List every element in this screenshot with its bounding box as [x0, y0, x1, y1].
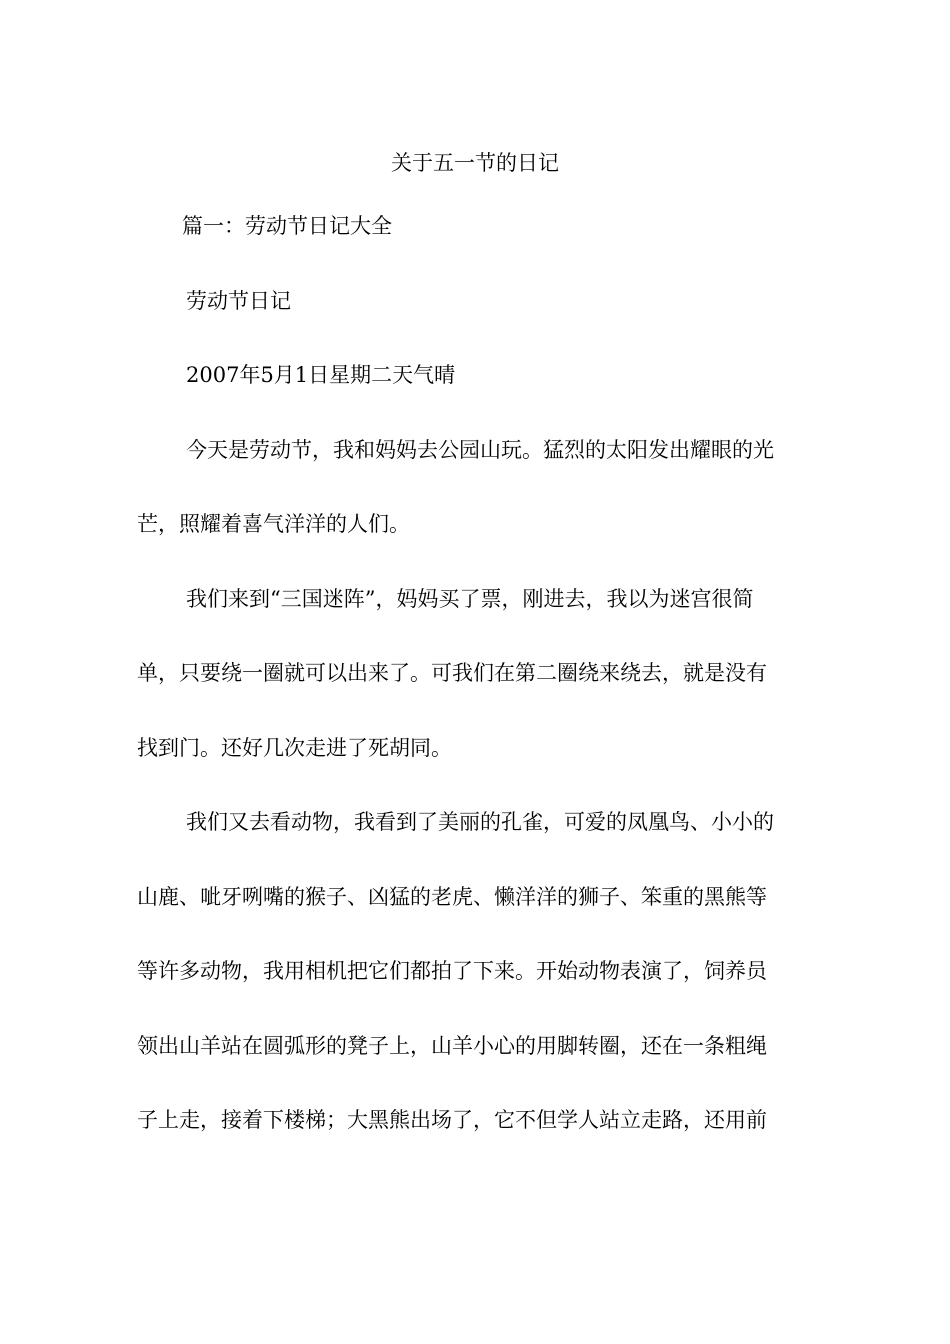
document-title: 关于五一节的日记 — [391, 151, 559, 175]
body-line: 等许多动物，我用相机把它们都拍了下来。开始动物表演了，饲养员 — [137, 959, 767, 983]
body-line: 领出山羊站在圆弧形的凳子上，山羊小心的用脚转圈，还在一条粗绳 — [137, 1034, 767, 1058]
body-line: 芒，照耀着喜气洋洋的人们。 — [137, 512, 410, 536]
body-line: 单，只要绕一圈就可以出来了。可我们在第二圈绕来绕去，就是没有 — [137, 661, 767, 685]
body-line: 我们来到“三国迷阵”，妈妈买了票，刚进去，我以为迷宫很简 — [186, 587, 754, 611]
body-line: 子上走，接着下楼梯；大黑熊出场了，它不但学人站立走路，还用前 — [137, 1108, 767, 1132]
section-heading: 篇一：劳动节日记大全 — [182, 214, 392, 238]
entry-title: 劳动节日记 — [186, 289, 291, 313]
body-line: 我们又去看动物，我看到了美丽的孔雀，可爱的凤凰鸟、小小的 — [186, 810, 774, 834]
body-line: 今天是劳动节，我和妈妈去公园山玩。猛烈的太阳发出耀眼的光 — [186, 438, 774, 462]
body-line: 找到门。还好几次走进了死胡同。 — [137, 736, 452, 760]
date-line: 2007年5月1日星期二天气晴 — [186, 363, 456, 387]
body-line: 山鹿、呲牙咧嘴的猴子、凶猛的老虎、懒洋洋的狮子、笨重的黑熊等 — [137, 885, 767, 909]
